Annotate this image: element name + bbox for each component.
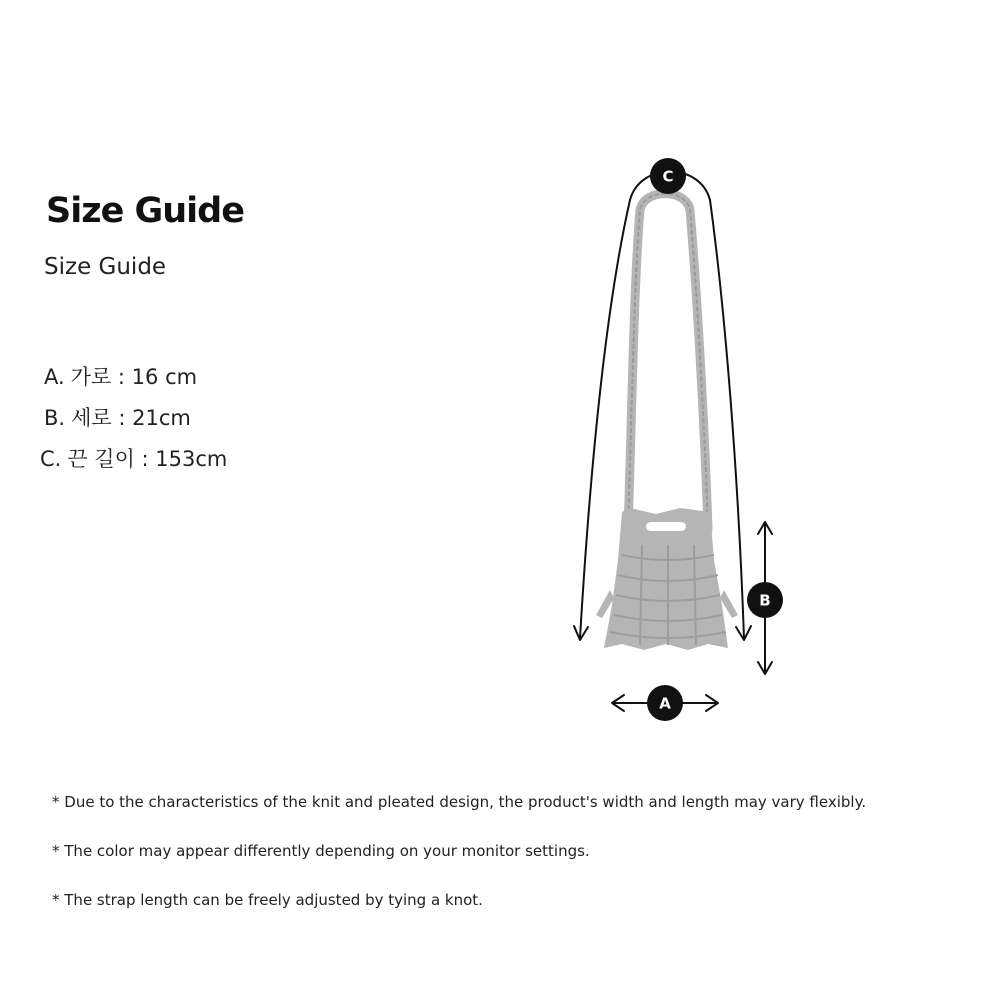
spec-strap-length [40,444,227,485]
note-item: * The color may appear differently depending on your monitor settings. [52,842,590,860]
badge-c-label: C [662,167,674,186]
bag-strap [628,194,708,531]
page-title: Size Guide [46,191,244,231]
badge-a-label: A [659,694,671,713]
notes-list [52,790,866,937]
bag-size-diagram [560,150,800,730]
note-item: * The strap length can be freely adjusted by tying a knot. [52,891,483,909]
badge-c [650,158,686,194]
spec-strap-label: C. [40,447,62,471]
badge-a [647,685,683,721]
spec-height-label: B. [44,406,66,430]
bag-handle-hole [646,522,686,531]
badge-b-label: B [759,591,771,610]
spec-strap-value: 끈 길이 : 153cm [67,447,228,471]
spec-height-value: 세로 : 21cm [71,406,191,430]
spec-width-value: 가로 : 16 cm [70,365,198,389]
spec-width [40,362,227,403]
spec-height [40,403,227,444]
spec-width-label: A. [44,365,65,389]
bag-body [596,508,738,650]
badge-b [747,582,783,618]
size-spec-list [40,362,227,485]
note-item: * Due to the characteristics of the knit and pleated design, the product's width and length may vary flexibly. [52,793,867,811]
page-subtitle: Size Guide [44,254,167,280]
